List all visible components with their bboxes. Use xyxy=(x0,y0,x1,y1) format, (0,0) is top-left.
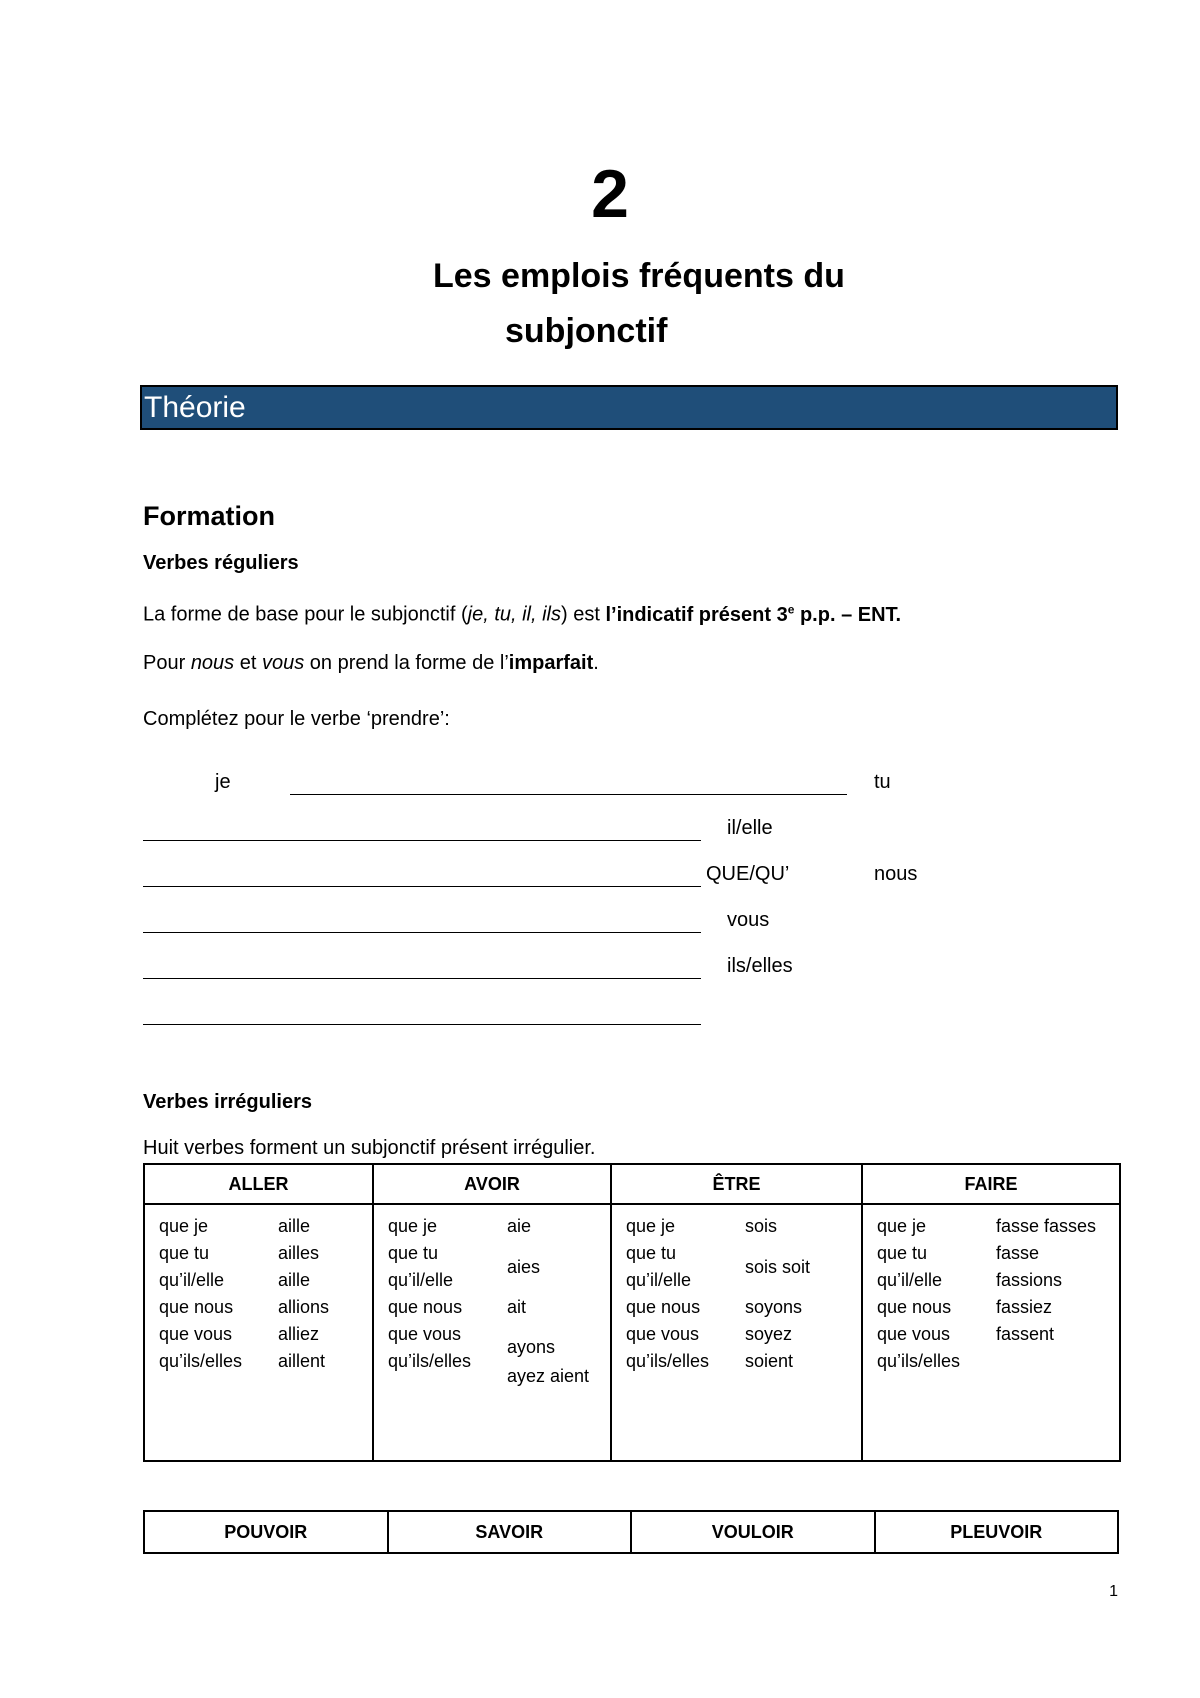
rule1-text-3: ) est xyxy=(561,603,606,626)
pronoun: que nous xyxy=(159,1297,234,1317)
pronoun: que tu xyxy=(877,1243,928,1263)
rule2-nous: nous xyxy=(190,652,235,674)
verb-form: ait xyxy=(507,1297,527,1317)
page-number: 1 xyxy=(1109,1583,1118,1600)
answer-line-3[interactable] xyxy=(143,886,701,887)
rule1-superscript: e xyxy=(787,602,795,616)
pronoun: que nous xyxy=(626,1297,701,1317)
rule2-imparfait: imparfait xyxy=(508,652,594,674)
pronoun: que vous xyxy=(159,1324,233,1344)
rule2-vous: vous xyxy=(261,652,305,674)
verb-header-faire: FAIRE xyxy=(862,1164,1120,1204)
verb-header-avoir: AVOIR xyxy=(373,1164,611,1204)
verb-form: aille xyxy=(278,1270,311,1290)
pronoun: que nous xyxy=(877,1297,952,1317)
rule2-text-5: on prend la forme de l’ xyxy=(304,652,509,674)
answer-line-4[interactable] xyxy=(143,932,701,933)
verb-form: sois xyxy=(745,1216,778,1236)
verb-form: aies xyxy=(507,1257,541,1277)
conjugation-cell-faire xyxy=(862,1204,1120,1461)
pronoun: qu’ils/elles xyxy=(877,1351,961,1371)
irregular-verbs-table-2 xyxy=(143,1510,1119,1554)
rule-nous-vous xyxy=(143,652,599,675)
conjugation-cell-aller xyxy=(144,1204,373,1461)
pronoun: que je xyxy=(388,1216,438,1236)
verb-form: soyez xyxy=(745,1324,793,1344)
pronoun: que tu xyxy=(626,1243,677,1263)
irregular-intro: Huit verbes forment un subjonctif présent irrégulier. xyxy=(143,1137,596,1159)
rule-base-form xyxy=(143,602,901,627)
answer-line-2[interactable] xyxy=(143,840,701,841)
pronoun: que vous xyxy=(877,1324,951,1344)
verb-header-pleuvoir: PLEUVOIR xyxy=(875,1511,1119,1553)
pronoun: que tu xyxy=(159,1243,210,1263)
verb-form: aille xyxy=(278,1216,311,1236)
rule1-pronouns: je, tu, il, ils xyxy=(467,603,561,626)
label-nous: nous xyxy=(874,863,918,885)
verb-header-pouvoir: POUVOIR xyxy=(144,1511,388,1553)
verb-form: aillent xyxy=(278,1351,326,1371)
rule2-text-3: et xyxy=(234,652,262,674)
verb-form: fassiez xyxy=(996,1297,1053,1317)
verb-form: fasse fasses xyxy=(996,1216,1097,1236)
verb-form: fassent xyxy=(996,1324,1055,1344)
pronoun: que je xyxy=(877,1216,927,1236)
answer-line-1[interactable] xyxy=(290,794,847,795)
chapter-number: 2 xyxy=(591,156,629,232)
rule1-text-1: La forme de base pour le subjonctif ( xyxy=(143,603,468,626)
pronoun: que vous xyxy=(388,1324,462,1344)
verb-form: ayons xyxy=(507,1337,556,1357)
pronoun: que tu xyxy=(388,1243,439,1263)
verb-header-aller: ALLER xyxy=(144,1164,373,1204)
label-je: je xyxy=(215,771,231,793)
regular-verbs-heading: Verbes réguliers xyxy=(143,552,299,574)
label-que-qu: QUE/QU’ xyxy=(706,863,790,885)
conjugation-cell-etre xyxy=(611,1204,862,1461)
pronoun: que vous xyxy=(626,1324,700,1344)
section-title: Théorie xyxy=(144,391,246,424)
verb-header-vouloir: VOULOIR xyxy=(631,1511,875,1553)
pronoun: qu’ils/elles xyxy=(388,1351,472,1371)
formation-heading: Formation xyxy=(143,501,275,531)
answer-line-5[interactable] xyxy=(143,978,701,979)
rule1-text-5: p.p. – ENT. xyxy=(794,603,902,626)
verb-form: allions xyxy=(278,1297,330,1317)
pronoun: qu’il/elle xyxy=(388,1270,454,1290)
page-title-line-2: subjonctif xyxy=(505,312,668,350)
pronoun: que je xyxy=(626,1216,676,1236)
pronoun: qu’il/elle xyxy=(626,1270,692,1290)
verb-form: soyons xyxy=(745,1297,803,1317)
verb-form: alliez xyxy=(278,1324,320,1344)
pronoun: qu’il/elle xyxy=(877,1270,943,1290)
verb-form: ailles xyxy=(278,1243,320,1263)
section-header-theorie xyxy=(140,385,1118,430)
verb-form: sois soit xyxy=(745,1257,811,1277)
rule2-text-1: Pour xyxy=(143,652,191,674)
irregular-verbs-table-1 xyxy=(143,1163,1121,1462)
pronoun: qu’ils/elles xyxy=(626,1351,710,1371)
verb-header-etre: ÊTRE xyxy=(611,1164,862,1204)
conjugation-cell-avoir xyxy=(373,1204,611,1461)
pronoun: qu’ils/elles xyxy=(159,1351,243,1371)
label-il-elle: il/elle xyxy=(727,817,773,839)
verb-form: fassions xyxy=(996,1270,1063,1290)
pronoun: que je xyxy=(159,1216,209,1236)
label-ils-elles: ils/elles xyxy=(727,955,793,977)
page-title-line-1: Les emplois fréquents du xyxy=(433,257,845,295)
answer-line-6[interactable] xyxy=(143,1024,701,1025)
rule1-text-4: l’indicatif présent 3 xyxy=(605,603,788,626)
label-tu: tu xyxy=(874,771,891,793)
label-vous: vous xyxy=(727,909,770,931)
verb-form: soient xyxy=(745,1351,794,1371)
pronoun: que nous xyxy=(388,1297,463,1317)
exercise-prompt: Complétez pour le verbe ‘prendre’: xyxy=(143,708,450,730)
verb-form: fasse xyxy=(996,1243,1040,1263)
rule2-text-7: . xyxy=(593,652,599,674)
irregular-verbs-heading: Verbes irréguliers xyxy=(143,1091,312,1113)
pronoun: qu’il/elle xyxy=(159,1270,225,1290)
verb-form: ayez aient xyxy=(507,1366,590,1386)
verb-form: aie xyxy=(507,1216,532,1236)
verb-header-savoir: SAVOIR xyxy=(388,1511,632,1553)
